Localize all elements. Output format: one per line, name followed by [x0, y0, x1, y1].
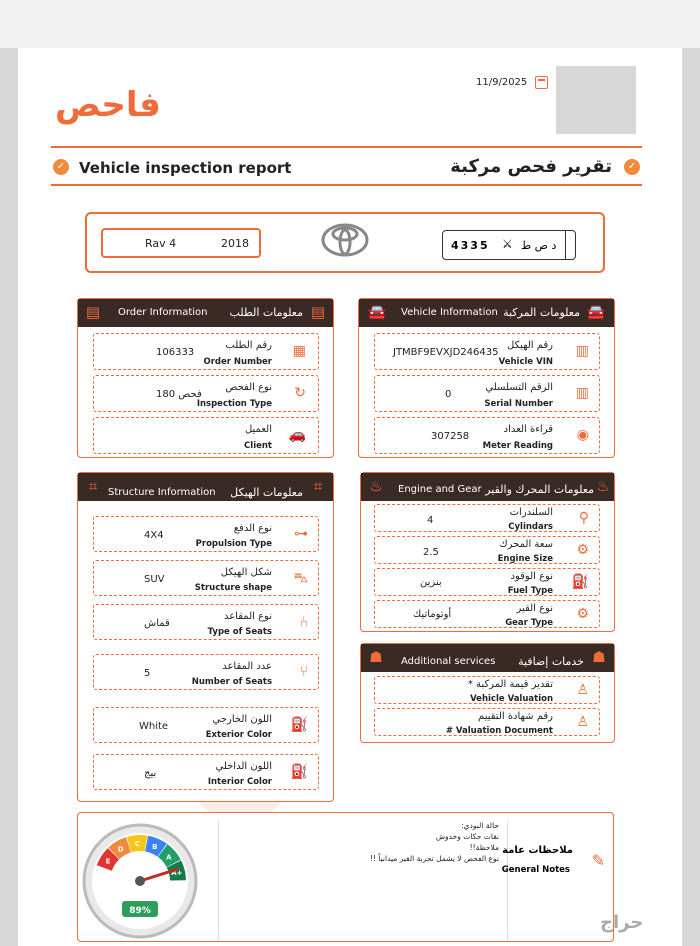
- panel-title-en: Additional services: [401, 656, 496, 667]
- row-label-en: Fuel Type: [507, 586, 553, 596]
- gauge-grade-label: A: [166, 853, 172, 862]
- row-value: 2.5: [423, 547, 439, 558]
- seat-icon: ⑃: [299, 614, 308, 630]
- row-label-en: Structure shape: [194, 583, 272, 593]
- row-label-en: # Valuation Document: [445, 726, 553, 736]
- emblem-icon: ⚔: [502, 237, 513, 251]
- panel-title-en: Order Information: [118, 307, 208, 318]
- row-label-en: Serial Number: [484, 399, 553, 409]
- row-label-ar: نوع المقاعد: [223, 611, 272, 622]
- row-structure-shape: [93, 560, 319, 596]
- row-gear-type: [374, 600, 600, 628]
- gauge-hub: [135, 876, 145, 886]
- title-arabic: تقرير فحص مركبة: [450, 156, 612, 177]
- row-vehicle-valuation: [374, 676, 600, 704]
- row-label-ar: نوع الفحص: [225, 382, 272, 393]
- row-label-en: Number of Seats: [191, 677, 272, 687]
- car-icon: 🚗: [288, 427, 306, 443]
- service-icon: ☗: [592, 648, 606, 666]
- row-cylinders: [374, 504, 600, 532]
- row-seat-type: [93, 604, 319, 640]
- score-text: 89%: [129, 906, 151, 916]
- gauge-grade-label: C: [134, 840, 141, 849]
- toyota-logo-icon: [320, 220, 370, 260]
- row-label-ar: رقم الطلب: [225, 340, 272, 351]
- row-value: فحص 180: [156, 389, 202, 400]
- gauge-grade-label: B: [152, 842, 158, 851]
- panel-title-ar: خدمات إضافية: [518, 655, 584, 668]
- row-label-ar: عدد المقاعد: [222, 661, 272, 672]
- row-value: 4: [427, 515, 434, 526]
- rotate-icon: ↻: [294, 385, 306, 401]
- paint-bucket-icon: ⛽: [290, 717, 308, 733]
- panel-title-ar: معلومات الطلب: [229, 306, 303, 319]
- car-model: Rav 4: [145, 237, 177, 250]
- watermark: حراج: [600, 912, 644, 933]
- chassis-icon: ⌗: [88, 477, 98, 495]
- clipboard-icon: ▤: [310, 303, 326, 321]
- paint-bucket-icon: ⛽: [290, 764, 308, 780]
- row-label-ar: رقم شهادة التقييم: [478, 711, 553, 722]
- row-valuation-document: [374, 708, 600, 736]
- license-plate: [442, 230, 576, 260]
- row-label-en: Order Number: [203, 357, 272, 367]
- note-line: نوع الفحص لا يشمل تجربة القير ميدانياً !!: [369, 854, 499, 863]
- row-label-en: Client: [244, 441, 272, 451]
- gauge-grade-label: A+: [171, 868, 183, 877]
- row-vin: [374, 333, 600, 370]
- plate-country-strip: [565, 231, 575, 259]
- row-label-en: Meter Reading: [482, 441, 553, 451]
- panel-title-en: Structure Information: [108, 487, 216, 498]
- row-label-ar: اللون الخارجي: [212, 714, 272, 725]
- row-value: بنزين: [420, 577, 442, 588]
- seats-icon: ⑂: [299, 664, 308, 680]
- row-value: 106333: [156, 347, 195, 358]
- engine-block-icon: ⚙: [576, 542, 589, 558]
- document-icon: ▦: [292, 343, 306, 359]
- date-value: 11/9/2025: [476, 77, 528, 88]
- row-label-en: Propulsion Type: [195, 539, 272, 549]
- row-value: SUV: [144, 574, 165, 585]
- engine-icon: ♨: [596, 477, 610, 495]
- row-label-ar: سعة المحرك: [499, 539, 553, 550]
- service-icon: ☗: [369, 648, 383, 666]
- panel-header: [78, 299, 333, 327]
- plate-letters: د ص ط: [521, 239, 557, 252]
- speedometer-icon: ◉: [576, 427, 589, 443]
- row-label-en: Interior Color: [207, 777, 272, 787]
- gauge-grade-label: D: [117, 845, 124, 854]
- notes-label-ar: ملاحظات عامة: [502, 845, 573, 856]
- gauge-grade-label: E: [105, 857, 111, 866]
- calendar-icon: [535, 76, 548, 89]
- title-english: Vehicle inspection report: [79, 159, 292, 177]
- row-label-ar: اللون الداخلي: [215, 761, 272, 772]
- row-label-ar: العميل: [244, 424, 272, 435]
- row-value: أوتوماتيك: [413, 609, 452, 620]
- engine-info-panel: [360, 472, 615, 632]
- panel-header: [361, 473, 614, 501]
- report-date: [476, 76, 548, 89]
- row-inspection-type: [93, 375, 319, 412]
- panel-header: [361, 644, 614, 672]
- row-label-en: Type of Seats: [207, 627, 272, 637]
- panel-title-ar: معلومات المركبة: [503, 306, 580, 319]
- row-propulsion: [93, 516, 319, 552]
- barcode-icon: ▥: [575, 385, 589, 401]
- row-label-ar: السلندرات: [509, 507, 553, 518]
- row-label-ar: نوع الوقود: [510, 571, 553, 582]
- row-label-en: Vehicle Valuation: [470, 694, 553, 704]
- row-meter: [374, 417, 600, 454]
- clipboard-icon: ▤: [85, 303, 101, 321]
- row-value: JTMBF9EVXJD246435: [393, 347, 499, 358]
- person-icon: ♙: [576, 714, 589, 730]
- row-exterior-color: [93, 707, 319, 743]
- row-label-en: Engine Size: [497, 554, 553, 564]
- person-icon: ♙: [576, 682, 589, 698]
- report-title-bar: [51, 146, 642, 186]
- car-summary-box: [85, 212, 605, 273]
- row-interior-color: [93, 754, 319, 790]
- notes-label-en: General Notes: [501, 865, 570, 875]
- row-value: 307258: [431, 431, 470, 442]
- structure-info-panel: [77, 472, 334, 802]
- row-label-ar: نوع القير: [516, 603, 553, 614]
- car-icon: 🚘: [586, 303, 606, 321]
- plate-number: 4335: [451, 239, 490, 252]
- general-notes-panel: [77, 812, 614, 942]
- row-value: قماش: [144, 618, 170, 629]
- row-label-en: Gear Type: [505, 618, 553, 628]
- badge-check-icon: ✓: [624, 159, 640, 175]
- chassis-icon: ⌗: [313, 477, 323, 495]
- row-label-en: Cylindars: [508, 522, 553, 532]
- car-body-icon: ⛍: [293, 570, 308, 586]
- row-label-ar: رقم الهيكل: [507, 340, 553, 351]
- row-label-ar: نوع الدفع: [233, 523, 272, 534]
- model-year-box: [101, 228, 261, 258]
- vehicle-info-panel: [358, 298, 615, 458]
- badge-check-icon: ✓: [53, 159, 69, 175]
- row-value: 5: [144, 668, 151, 679]
- panel-header: [78, 473, 333, 501]
- row-seat-count: [93, 654, 319, 690]
- gear-shift-icon: ⚙: [576, 606, 589, 622]
- row-value: 4X4: [144, 530, 164, 541]
- fuel-pump-icon: ⛽: [571, 574, 589, 590]
- note-line: حالة البودي:: [461, 821, 499, 830]
- car-year: 2018: [221, 237, 249, 250]
- row-label-en: Vehicle VIN: [498, 357, 553, 367]
- panel-title-ar: معلومات المحرك والقير: [485, 483, 594, 496]
- car-icon: 🚘: [367, 303, 387, 321]
- notes-text: [218, 821, 508, 941]
- additional-services-panel: [360, 643, 615, 743]
- row-serial: [374, 375, 600, 412]
- row-label-ar: تقدير قيمة المركبة *: [467, 679, 553, 690]
- row-label-ar: الرقم التسلسلي: [485, 382, 553, 393]
- row-label-en: Inspection Type: [196, 399, 272, 409]
- row-value: White: [139, 721, 169, 732]
- vehicle-photo-placeholder: [556, 66, 636, 134]
- barcode-icon: ▥: [575, 343, 589, 359]
- row-order-number: [93, 333, 319, 370]
- page-top-shadow: [0, 0, 700, 48]
- row-value: بيج: [144, 768, 157, 779]
- axle-icon: ⊶: [294, 526, 308, 542]
- panel-header: [359, 299, 614, 327]
- row-label-ar: قراءة العداد: [503, 424, 553, 435]
- row-label-ar: شكل الهيكل: [220, 567, 272, 578]
- row-engine-size: [374, 536, 600, 564]
- order-info-panel: [77, 298, 334, 458]
- note-line: ملاحظة!!: [469, 843, 499, 852]
- row-fuel-type: [374, 568, 600, 596]
- note-line: نقات حكات وخدوش: [435, 832, 499, 841]
- row-value: 0: [445, 389, 452, 400]
- row-client: [93, 417, 319, 454]
- notes-icon: ✎: [591, 851, 605, 870]
- brand-logo: فاحص: [55, 85, 161, 125]
- piston-icon: ⚲: [578, 510, 589, 526]
- panel-title-en: Engine and Gear: [398, 484, 482, 495]
- panel-title-en: Vehicle Information: [401, 307, 498, 318]
- panel-title-ar: معلومات الهيكل: [230, 486, 303, 499]
- engine-icon: ♨: [369, 477, 383, 495]
- row-label-en: Exterior Color: [205, 730, 272, 740]
- score-gauge: [80, 821, 200, 941]
